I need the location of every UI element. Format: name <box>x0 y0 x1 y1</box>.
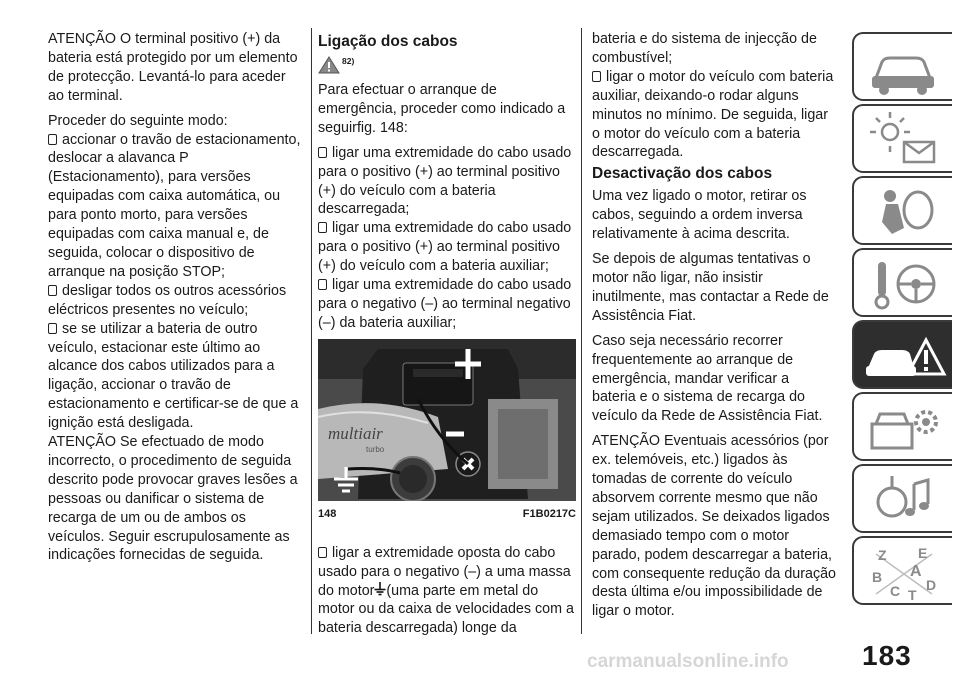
bullet-box-icon <box>48 323 57 334</box>
bullet-item: desligar todos os outros acessórios eléctricos presentes no veículo; <box>48 282 287 318</box>
column-divider <box>581 28 582 634</box>
engine-logo: multiair <box>328 423 383 443</box>
section-heading: Desactivação dos cabos <box>592 165 773 183</box>
column-left <box>48 30 303 571</box>
chapter-tabs <box>852 32 960 612</box>
svg-text:T: T <box>908 587 917 603</box>
section-heading: Ligação dos cabos <box>318 33 458 50</box>
column-middle <box>318 30 576 638</box>
svg-text:E: E <box>918 545 928 561</box>
bullet-box-icon <box>592 71 601 82</box>
page-number: 183 <box>862 640 912 671</box>
car-icon <box>854 34 954 103</box>
warning-triangle-icon <box>318 56 340 74</box>
engine-bay-illustration <box>318 339 576 501</box>
bullet-box-icon <box>318 279 327 290</box>
procedure-intro: Para efectuar o arranque de emergência, proceder como indicado a seguirfig. 148: <box>318 82 566 136</box>
figure-caption <box>318 505 576 524</box>
paragraph: Caso seja necessário recorrer frequentemente ao arranque de emergência, mandar verificar a bateria e o sistema de recarga do veículo da Rede de Assistência Fiat. <box>592 332 823 425</box>
airbag-seat-icon <box>854 178 954 247</box>
bullet-box-icon <box>318 547 327 558</box>
warning-note: ATENÇÃO Eventuais acessórios (por ex. telemóveis, etc.) ligados às tomadas de corrente do veículo absorvem corrente mesmo que não sejam utilizados. Se deixados ligados demasiado tempo com o motor parado, podem descarregar a bateria, com consequente redução da duração desta última e/ou impossibilidade de ligar o motor. <box>592 433 837 620</box>
index-icon <box>854 538 954 607</box>
tab-safety[interactable] <box>852 176 952 245</box>
battery-terminal-note: ATENÇÃO O terminal positivo (+) da bateria está protegido por um elemento de protecção. Levantá-lo para aceder ao terminal. <box>48 31 298 104</box>
tab-maintenance[interactable] <box>852 392 952 461</box>
bullet-item: ligar o motor do veículo com bateria auxiliar, deixando-o rodar alguns minutos no mínimo. De seguida, ligar o motor do veículo com a bateria descarregada. <box>592 68 834 161</box>
maintenance-icon <box>854 394 954 463</box>
bullet-box-icon <box>48 134 57 145</box>
svg-text:C: C <box>890 583 901 599</box>
paragraph: Se depois de algumas tentativas o motor não ligar, não insistir inutilmente, mas contactar a Rede de Assistência Fiat. <box>592 251 829 324</box>
multimedia-icon <box>854 466 954 535</box>
warning-reference: 82) <box>318 55 576 75</box>
bullet-item: ligar a extremidade oposta do cabo usado para o negativo (–) a uma massa do motor (uma parte em metal do motor ou da caixa de velocidades com a bateria descarregada) longe da <box>318 544 574 637</box>
figure-code: F1B0217C <box>522 507 576 520</box>
column-divider <box>311 28 312 634</box>
watermark: carmanualsonline.info <box>587 651 789 672</box>
bullet-box-icon <box>318 222 327 233</box>
tab-car[interactable] <box>852 32 952 101</box>
procedure-intro: Proceder do seguinte modo: <box>48 112 228 129</box>
engine-bay-figure <box>318 339 576 501</box>
bullet-item: ligar uma extremidade do cabo usado para o negativo (–) ao terminal negativo (–) da bateria auxiliar; <box>318 277 572 331</box>
svg-text:D: D <box>926 577 937 593</box>
tab-warning-lights[interactable] <box>852 104 952 173</box>
figure-number: 148 <box>318 507 337 520</box>
warning-note: ATENÇÃO Se efectuado de modo incorrecto, o procedimento de seguida descrito pode provocar graves lesões a pessoas ou danificar o sistema de recarga de um ou de ambos os veículos. Seguir escrupulosamente as indicações fornecidas de seguida. <box>48 434 298 564</box>
tab-multimedia[interactable] <box>852 464 952 533</box>
emergency-icon <box>854 322 954 391</box>
bullet-box-icon <box>318 147 327 158</box>
tab-starting-driving[interactable] <box>852 248 952 317</box>
continued-text: bateria e do sistema de injecção de combustível; <box>592 31 817 66</box>
key-steering-icon <box>854 250 954 319</box>
bullet-box-icon <box>48 285 57 296</box>
ground-icon <box>374 582 386 596</box>
bullet-item: ligar uma extremidade do cabo usado para o positivo (+) ao terminal positivo (+) do veículo com a bateria descarregada; <box>318 144 572 218</box>
svg-text:Z: Z <box>878 547 887 563</box>
engine-logo-sub: turbo <box>366 444 385 454</box>
warning-lights-icon <box>854 106 954 175</box>
bullet-item: se se utilizar a bateria de outro veículo, estacionar este último ao alcance dos cabos utilizados para a ligação, accionar o travão de estacionamento e certificar-se de que a ignição está desligada. <box>48 320 299 432</box>
column-right <box>592 30 836 627</box>
bullet-item: ligar uma extremidade do cabo usado para o positivo (+) ao terminal positivo (+) do veículo com a bateria auxiliar; <box>318 220 572 275</box>
svg-text:B: B <box>872 569 883 585</box>
tab-index[interactable] <box>852 536 952 605</box>
paragraph: Uma vez ligado o motor, retirar os cabos, seguindo a ordem inversa relativamente à acima descrita. <box>592 188 807 243</box>
bullet-item: accionar o travão de estacionamento, deslocar a alavanca P (Estacionamento), para versões equipadas com caixa automática, ou para ponto morto, para versões equipadas com caixa manual e, de seguida, colocar o dispositivo de arranque na posição STOP; <box>48 131 301 280</box>
svg-text:A: A <box>910 563 922 580</box>
tab-emergency[interactable] <box>852 320 952 389</box>
